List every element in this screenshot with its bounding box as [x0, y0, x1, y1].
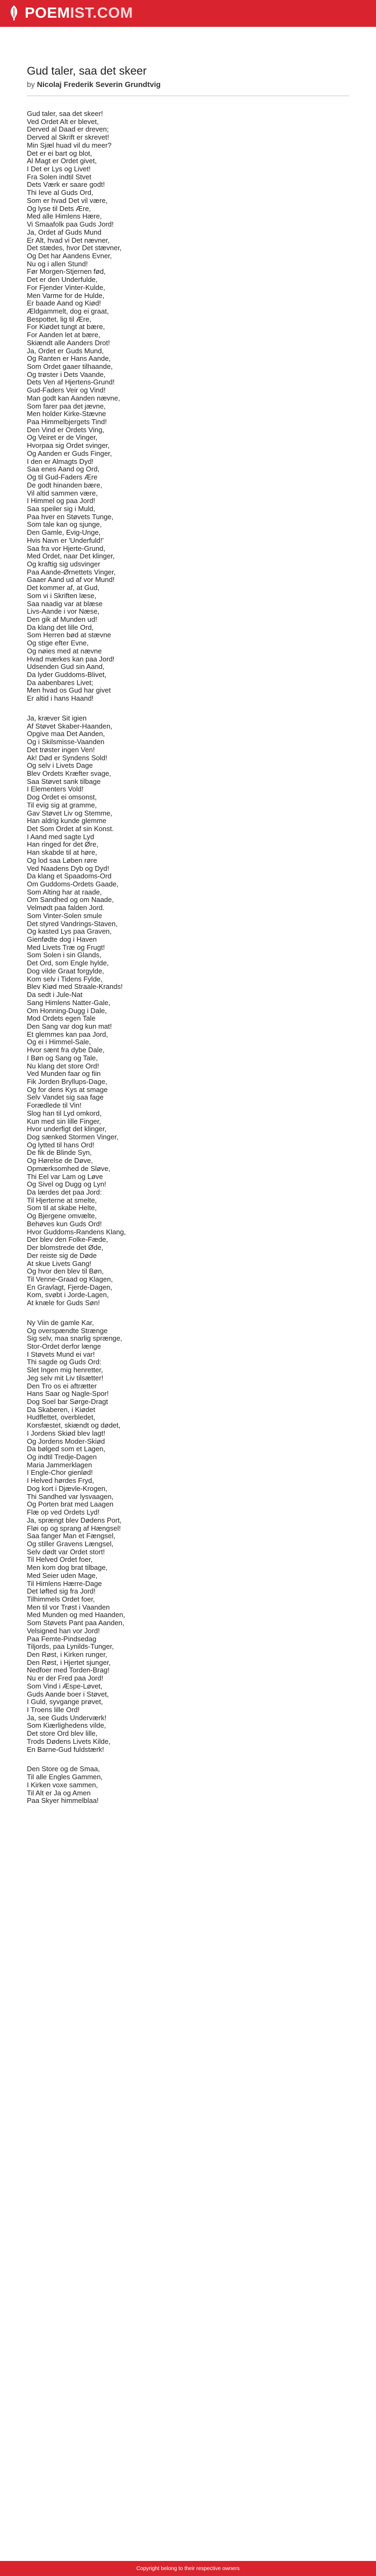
- poem-line: Dog Ordet ei omsonst,: [27, 793, 97, 802]
- poem-line: I Troens lille Ord!: [27, 1706, 80, 1714]
- poem-line: Paa hver en Støvets Tunge,: [27, 512, 114, 521]
- poem-line: Hvorpaa sig Ordet svinger,: [27, 441, 110, 450]
- poem-line: Men Varme for de Hulde,: [27, 291, 105, 300]
- poem-line: Behøves kun Guds Ord!: [27, 1219, 102, 1228]
- poem-line: Den Røst, i Kirken runger,: [27, 1650, 107, 1658]
- poem-line: Til Himlens Hærre-Dage: [27, 1579, 102, 1588]
- poem-line: Og Ranten er Hans Aande,: [27, 354, 111, 363]
- poem-line: Hvis Navn er 'Underfuld!': [27, 536, 104, 544]
- poem-line: Der blev den Folke-Fæde,: [27, 1235, 109, 1244]
- poem-line: Han aldrig kunde glemme: [27, 817, 107, 825]
- poem-line: Sang Himlens Natter-Gale,: [27, 998, 111, 1007]
- poem-line: Og hvor den blev til Bøn,: [27, 1267, 104, 1276]
- poem-line: Skiændt alle Aanders Drot!: [27, 338, 110, 347]
- poem-line: Dets Værk er saare godt!: [27, 180, 105, 189]
- poem-line: Med Livets Træ og Frugt!: [27, 943, 105, 951]
- poem-line: Det er ei bart og blot,: [27, 149, 92, 157]
- poem-line: Nedfoer med Torden-Brag!: [27, 1666, 110, 1675]
- poem-line: Velsigned han vor Jord!: [27, 1626, 100, 1635]
- poem-line: Tilhimmels Ordet foer,: [27, 1595, 95, 1603]
- poem-line: I Bøn og Sang og Tale,: [27, 1053, 98, 1062]
- poem-line: Og trøster i Dets Vaande,: [27, 370, 106, 379]
- poem-line: Paa Skyer himmelblaa!: [27, 1796, 99, 1805]
- poem-line: I Engle-Chor gienlød!: [27, 1468, 93, 1477]
- poem-line: Og selv i Livets Dage: [27, 761, 93, 770]
- poem-line: Ak! Død er Syndens Sold!: [27, 753, 107, 762]
- poem-line: At knæle for Guds Søn!: [27, 1299, 100, 1307]
- poem-line: Vil altid sammen være,: [27, 489, 98, 497]
- site-header: [0, 0, 376, 27]
- poem-line: Opgive maa Det Aanden,: [27, 730, 105, 738]
- poem-line: Ved Munden faar og fiin: [27, 1069, 101, 1078]
- poem-line: Hans Saar og Nagle-Spor!: [27, 1389, 109, 1398]
- author-link[interactable]: Nicolaj Frederik Severin Grundtvig: [37, 80, 161, 89]
- poem-line: Saa naadig var at blæse: [27, 599, 103, 608]
- poem-line: Og ei i Himmel-Sale,: [27, 1038, 91, 1046]
- poem-line: Det store Ord blev lille,: [27, 1729, 98, 1738]
- poem-line: Dog sænked Stormen Vinger,: [27, 1133, 119, 1141]
- poem-line: Og for dens Kys at smage: [27, 1085, 108, 1094]
- poem-line: Han skabde til at høre,: [27, 848, 97, 857]
- poem-line: Som tale kan og sjunge,: [27, 520, 102, 529]
- poem-line: Gaaer Aand ud af vor Mund!: [27, 576, 115, 584]
- poem-line: Som vi i Skriften læse,: [27, 591, 97, 600]
- poem-line: Før Morgen-Stjernen fød,: [27, 267, 106, 276]
- poem-line: Stor-Ordet derfor længe: [27, 1342, 102, 1350]
- poem-line: For Aanden let at bære,: [27, 331, 100, 339]
- copyright-notice: Copyright belong to their respective owners: [136, 2566, 240, 2572]
- poem-line: Hvor underfigt det klinger,: [27, 1125, 107, 1133]
- poem-line: Den Store og de Smaa,: [27, 1765, 100, 1773]
- poem-line: Ved Naadens Dyb og Dyd!: [27, 864, 110, 872]
- poem-line: Opmærksomhed de Sløve,: [27, 1164, 111, 1173]
- poem-line: Hvad mærkes kan paa Jord!: [27, 654, 115, 663]
- poem-line: Mod Ordets egen Tale: [27, 1014, 96, 1023]
- poem-body: [27, 110, 349, 1817]
- poem-line: Thi Ieve al Guds Ord,: [27, 188, 93, 197]
- poem-line: Kom selv i Tidens Fylde,: [27, 974, 103, 983]
- poem-line: Dog Soel bar Sørge-Dragt: [27, 1398, 109, 1406]
- poem-line: Hvor Guddoms-Randens Klang,: [27, 1227, 126, 1236]
- poem-line: Det Ord, som Engle hylde,: [27, 959, 109, 967]
- poem-line: At skue Livets Gang!: [27, 1259, 91, 1268]
- poem-line: Og lyse til Dets Ære,: [27, 204, 91, 213]
- poem-line: I Aand med sagte Lyd: [27, 832, 95, 841]
- poem-line: Hudflettet, overbledet,: [27, 1413, 96, 1422]
- poem-line: Det kommer af, at Gud,: [27, 584, 100, 592]
- poem-line: Og kraftig sig udsvinger: [27, 559, 100, 568]
- poem-line: Er Alt, hvad vi Det nævner,: [27, 236, 110, 244]
- poem-line: Man godt kan Aanden nævne,: [27, 394, 120, 402]
- poem-line: Om Sandhed og om Naade,: [27, 896, 114, 904]
- poem-line: Den Sang var dog kun mat!: [27, 1022, 112, 1030]
- poem-line: Blev Kiød med Straale-Krands!: [27, 983, 123, 991]
- poem-line: Da bølged som et Lagen,: [27, 1445, 105, 1453]
- poem-line: I Guld, syvgange prøvet,: [27, 1698, 103, 1706]
- poem-line: Det er den Underfulde,: [27, 275, 98, 284]
- poem-line: Udsenden Gud sin Aand,: [27, 663, 105, 671]
- poem-line: Dets Ven af Hjertens-Grund!: [27, 378, 115, 387]
- site-logo-text: POEMIST.COM: [25, 4, 133, 21]
- poem-line: Gud-Faders Veir og Vind!: [27, 386, 106, 395]
- byline-prefix: by: [27, 80, 35, 89]
- poem-line: Som er hvad Det vil være,: [27, 196, 108, 205]
- poem-line: Sig selv, maa snarlig sprænge,: [27, 1334, 122, 1343]
- poem-line: Paa Himmelbjergets Tind!: [27, 418, 107, 426]
- poem-line: Thi Eel var Lam og Løve: [27, 1172, 103, 1181]
- poem-line: Og Det har Aandens Evner,: [27, 251, 112, 260]
- poem-line: Med Ordet, naar Det klinger,: [27, 552, 115, 561]
- poem-line: Og kasted Lys paa Graven,: [27, 927, 112, 936]
- poem-line: Tiljords, paa Lynilds-Tunger,: [27, 1642, 114, 1651]
- poem-line: Kun med sin lille Finger,: [27, 1117, 102, 1125]
- poem-line: Men hvad os Gud har givet: [27, 686, 111, 695]
- poem-title: Gud taler, saa det skeer: [27, 65, 147, 77]
- poem-line: Som Ordet gaaer tilhaande,: [27, 362, 113, 370]
- poem-line: Den Gamle, Evig-Unge,: [27, 528, 101, 537]
- poem-line: Da lyder Guddoms-Blivet,: [27, 671, 107, 679]
- poem-line: Fik Jorden Bryllups-Dage,: [27, 1077, 107, 1086]
- poem-line: Den Vind er Ordets Ving,: [27, 425, 105, 434]
- poem-line: Da klang et Spaadoms-Ord: [27, 872, 112, 881]
- poem-line: Og indtil Tredje-Dagen: [27, 1453, 97, 1461]
- poem-line: Ja, sprængt blev Dødens Port,: [27, 1516, 122, 1524]
- poem-line: Til evig sig at gramme,: [27, 801, 97, 809]
- poem-line: Som Vinter-Solen smule: [27, 911, 102, 920]
- poem-line: Da sedt i Jule-Nat: [27, 991, 83, 999]
- poem-line: Og lod saa Løben røre: [27, 856, 97, 864]
- poem-line: Jeg selv mit Liv tilsætter!: [27, 1373, 104, 1382]
- poem-line: Vi Smaafolk paa Guds Jord!: [27, 220, 114, 229]
- poem-line: Trods Dødens Livets Kilde,: [27, 1737, 111, 1745]
- poem-line: Livs-Aande i vor Næse,: [27, 607, 100, 616]
- poem-line: Til alle Engles Gammen,: [27, 1773, 103, 1781]
- poem-line: Og Porten brat med Laagen: [27, 1500, 114, 1509]
- poem-line: Det løfted sig fra Jord!: [27, 1587, 96, 1596]
- poem-line: Al Magt er Ordet givet,: [27, 157, 97, 165]
- poem-line: For Kiødet tungt at bære,: [27, 323, 105, 331]
- poem-line: I Elementers Vold!: [27, 785, 84, 794]
- poem-line: Ved Ordet Alt er blevet,: [27, 117, 99, 126]
- poem-line: I Det er Lys og Livet!: [27, 165, 91, 173]
- poem-line: Som Kiærlighedens vilde,: [27, 1721, 106, 1730]
- poem-line: Selv dødt var Ordet stort!: [27, 1547, 105, 1556]
- site-logo[interactable]: [8, 4, 133, 21]
- poem-line: Det Som Ordet af sin Konst.: [27, 824, 114, 833]
- poem-line: Og Sivel og Dugg og Lyn!: [27, 1180, 106, 1189]
- poem-line: Thi sagde og Guds Ord:: [27, 1358, 102, 1366]
- poem-line: Men kom dog brat tilbage,: [27, 1563, 108, 1572]
- poem-line: Og Jordens Moder-Skiød: [27, 1437, 105, 1445]
- poem-line: Nu og i allen Stund!: [27, 259, 88, 268]
- poem-line: Fra Solen indtil Stvet: [27, 172, 91, 181]
- poem-line: I Støvets Mund ei var!: [27, 1350, 95, 1358]
- poem-line: Det styred Vandrings-Staven,: [27, 919, 118, 928]
- poem-line: Det trøster ingen Ven!: [27, 745, 95, 754]
- poem-line: Ja, kræver Sit igien: [27, 714, 87, 722]
- poem-line: Kom, svøbt i Jorde-Lagen,: [27, 1291, 109, 1299]
- poem-line: Gav Støvet Liv og Stemme,: [27, 809, 112, 817]
- poem-line: Dog kort i Djævle-Krogen,: [27, 1484, 107, 1493]
- poem-stanza: [27, 715, 349, 1307]
- poem-line: Maria Jammerklagen: [27, 1460, 92, 1469]
- poem-line: Ja, Ordet er Guds Mund,: [27, 346, 104, 355]
- poem-line: Til Venne-Graad og Klagen,: [27, 1275, 113, 1283]
- poem-line: Hvor sænt fra dybe Dale,: [27, 1046, 105, 1054]
- poem-line: Guds Aande boer i Støvet,: [27, 1690, 109, 1698]
- poem-line: Min Sjæl huad vil du meer?: [27, 141, 112, 149]
- poem-line: Saa speiler sig i Muld,: [27, 504, 96, 513]
- poem-line: Og til Gud-Faders Ære: [27, 473, 98, 482]
- poem-line: Korsfæstet, skiændt og dødet,: [27, 1421, 121, 1430]
- poem-line: Og overspændte Strænge: [27, 1326, 108, 1335]
- poem-line: Saa fanger Man et Fængsel,: [27, 1532, 115, 1540]
- poem-line: I Jordens Skiød blev lagt!: [27, 1429, 105, 1437]
- poem-line: Slog han til Lyd omkord,: [27, 1109, 102, 1117]
- poem-line: Og Aanden er Guds Finger,: [27, 449, 112, 457]
- poem-line: Velmødt paa falden Jord.: [27, 904, 105, 912]
- poem-line: Da aabenbares Livet;: [27, 678, 93, 687]
- poem-line: Gienfødte dog i Haven: [27, 935, 97, 944]
- poem-line: Og Veiret er de Vinger,: [27, 433, 98, 442]
- poem-line: Om Guddoms-Ordets Gaade,: [27, 880, 119, 888]
- poem-line: En Barne-Gud fuldstærk!: [27, 1745, 104, 1753]
- poem-line: Og Hørelse de Døve,: [27, 1156, 93, 1165]
- poem-line: I Helved hørdes Fryd,: [27, 1476, 94, 1485]
- poem-line: Et glemmes kan paa Jord,: [27, 1030, 109, 1038]
- poem-stanza: [27, 1319, 349, 1754]
- poem-line: Thi Sandhed var lysvaagen,: [27, 1492, 114, 1501]
- poem-line: Da lærdes det paa Jord:: [27, 1188, 102, 1197]
- poem-line: Paa Aande-Ørnettets Vinger,: [27, 567, 116, 576]
- poem-line: Det stædes, hvor Det stævner,: [27, 244, 122, 252]
- poem-line: Ny Viin de gamle Kar,: [27, 1318, 94, 1327]
- poem-line: Som Støvets Pant paa Aanden,: [27, 1619, 125, 1627]
- poem-line: Og lytted til hans Ord!: [27, 1140, 95, 1149]
- poem-line: I Himmel og paa Jord!: [27, 497, 96, 505]
- poem-line: Ja, see Guds Underværk!: [27, 1713, 107, 1722]
- poem-line: Som Alting har at raade,: [27, 887, 102, 896]
- quill-pen-icon: [8, 5, 20, 21]
- poem-line: Er altid i hans Haand!: [27, 694, 94, 703]
- poem-line: Men holder Kirke-Stævne: [27, 410, 106, 418]
- poem-line: Blev Ordets Kræfter svage,: [27, 769, 111, 777]
- site-footer: [0, 2561, 376, 2576]
- poem-line: Der reiste sig de Døde: [27, 1251, 97, 1260]
- poem-line: Som Solen i sin Glands,: [27, 951, 102, 959]
- poem-line: Og stige efter Evne,: [27, 639, 89, 647]
- poem-stanza: [27, 110, 349, 703]
- poem-line: Den gik af Munden ud!: [27, 615, 97, 623]
- poem-line: Selv Vandet sig saa fage: [27, 1093, 104, 1102]
- poem-line: Nu klang det store Ord!: [27, 1061, 99, 1070]
- poem-line: Og i Skilsmisse-Vaanden: [27, 738, 105, 746]
- poem-line: En Gravlagt, Fjerde-Dagen,: [27, 1283, 112, 1291]
- poem-line: Saa fra vor Hjerte-Grund,: [27, 544, 105, 552]
- poem-line: Men til vor Trøst i Vaanden: [27, 1603, 110, 1611]
- poem-line: Og stiller Gravens Længsel,: [27, 1539, 114, 1548]
- poem-line: Er baade Aand og Kiød!: [27, 299, 102, 308]
- poem-line: Nu er der Fred paa Jord!: [27, 1674, 104, 1683]
- poem-line: Af Støvet Skaber-Haanden,: [27, 722, 112, 730]
- poem-line: Som til at skabe Helte,: [27, 1204, 97, 1212]
- poem-line: Bespottet, lig til Ære,: [27, 315, 91, 323]
- poem-line: Gud taler, saa det skeer!: [27, 110, 103, 118]
- poem-line: Som Herren bød at stævne: [27, 631, 111, 639]
- poem-line: Da Skaberen, i Kiødet: [27, 1405, 96, 1414]
- poem-line: Den Tro os ei aftrætter: [27, 1381, 97, 1390]
- poem-line: Fløi op og sprang af Hængsel!: [27, 1524, 121, 1532]
- poem-line: I den er Almagts Dyd!: [27, 457, 94, 465]
- poem-line: Saa enes Aand og Ord,: [27, 465, 100, 474]
- poem-line: Flæ op ved Ordets Lyd!: [27, 1508, 100, 1517]
- poem-line: Derved al Skrift er skrevet!: [27, 133, 110, 142]
- poem-line: Han ringed for det Øre,: [27, 840, 98, 849]
- poem-line: Paa Femte-Pindsedag: [27, 1634, 97, 1643]
- poem-line: Saa Støvet sank tilbage: [27, 777, 101, 785]
- poem-line: De fik de Blinde Syn,: [27, 1148, 92, 1157]
- poem-line: For Fjender Vinter-Kulde,: [27, 283, 105, 292]
- poem-line: Om Honning-Dugg i Dale,: [27, 1006, 107, 1015]
- poem-stanza: [27, 1765, 349, 1805]
- poem-line: Til Hjerterne at smelte,: [27, 1196, 97, 1204]
- poem-line: Som farer paa det jævne,: [27, 402, 106, 410]
- poem-line: I Kirken voxe sammen,: [27, 1780, 98, 1789]
- poem-line: Med Munden og med Haanden,: [27, 1611, 125, 1619]
- poem-line: De godt hinanden bære,: [27, 481, 103, 489]
- poem-line: Til Alt er Ja og Amen: [27, 1788, 91, 1797]
- poem-line: Og Bjergene omvælte,: [27, 1212, 97, 1220]
- poem-line: Ja, Ordet af Guds Mund: [27, 228, 102, 236]
- poem-byline: [27, 80, 161, 89]
- poem-line: Med Seier uden Mage,: [27, 1571, 98, 1580]
- poem-line: Den Røst, i Hjertet sjunger,: [27, 1658, 111, 1667]
- poem-line: Dog vilde Graat forgylde,: [27, 966, 104, 975]
- poem-line: Da klang det lille Ord,: [27, 623, 94, 631]
- poem-line: Der blomstrede det Øde,: [27, 1243, 104, 1252]
- poem-line: Forædlede til Vin!: [27, 1101, 82, 1110]
- poem-line: Derved al Daad er dreven;: [27, 125, 109, 134]
- poem-line: Til Helved Ordet foer,: [27, 1555, 93, 1564]
- poem-line: Som Vind i Æspe-Løvet,: [27, 1682, 103, 1690]
- poem-line: Ældgammelt, dog ei graat,: [27, 307, 109, 315]
- poem-line: Og nøies med at nævne: [27, 646, 102, 655]
- poem-line: Slet Ingen mig henretter,: [27, 1366, 103, 1374]
- poem-line: Med alle Himlens Hære,: [27, 212, 102, 221]
